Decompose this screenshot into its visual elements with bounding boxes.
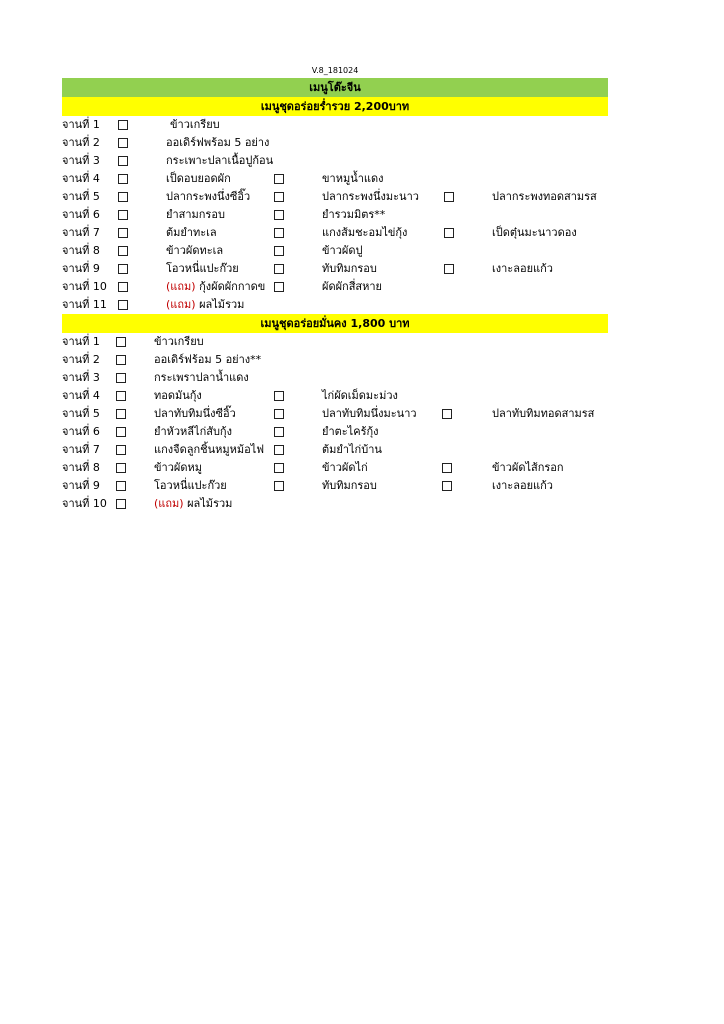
dish-text: ข้าวผัดปู [322,244,363,257]
dish-name [166,188,250,206]
option-checkbox[interactable] [274,282,284,292]
option-checkbox[interactable] [118,174,128,184]
section-rows [62,333,608,513]
course-label: จานที่ 5 [62,190,100,203]
dish-text: โอวหนี่แปะก๊วย [154,479,227,492]
course-label: จานที่ 1 [62,335,100,348]
dish-text: ไก่ผัดเม็ดมะม่วง [322,389,398,402]
dish-name [492,405,594,423]
course-label: จานที่ 8 [62,244,100,257]
dish-name [322,170,384,188]
menu-row [62,296,608,314]
option-checkbox[interactable] [274,246,284,256]
dish-name [166,206,225,224]
dish-text: เงาะลอยแก้ว [492,479,553,492]
course-label: จานที่ 10 [62,280,107,293]
menu-row [62,477,608,495]
dish-text: ปลากระพงนึ่งซีอิ๊ว [166,190,251,203]
dish-name [154,495,232,513]
dish-name [322,441,382,459]
dish-text: กระเพราปลาน้ำแดง [154,371,249,384]
menu-row [62,351,608,369]
course-label: จานที่ 1 [62,118,100,131]
dish-text: ข้าวเกรียบ [154,335,204,348]
dish-name [322,224,407,242]
dish-name [492,260,553,278]
option-checkbox[interactable] [274,192,284,202]
course-label: จานที่ 6 [62,425,100,438]
dish-name [322,387,398,405]
dish-name [322,423,379,441]
free-tag: (แถม) [166,298,196,311]
option-checkbox[interactable] [274,445,284,455]
dish-name [170,116,220,134]
menu-sheet [62,64,608,513]
option-checkbox[interactable] [116,499,126,509]
dish-name [166,152,273,170]
menu-row [62,387,608,405]
menu-row [62,134,608,152]
dish-name [166,224,217,242]
dish-name [154,423,232,441]
option-checkbox[interactable] [442,463,452,473]
dish-text: ปลาทับทิมนึ่งมะนาว [322,407,417,420]
dish-text: กระเพาะปลาเนื้อปูก้อน [166,154,274,167]
option-checkbox[interactable] [118,192,128,202]
course-label: จานที่ 7 [62,443,100,456]
course-label: จานที่ 6 [62,208,100,221]
dish-name [154,441,264,459]
option-checkbox[interactable] [116,427,126,437]
dish-text: ทับทิมกรอบ [322,262,377,275]
dish-text: ขาหมูน้ำแดง [322,172,384,185]
dish-name [154,369,249,387]
option-checkbox[interactable] [118,120,128,130]
section-rows [62,116,608,314]
dish-text: ทอดมันกุ้ง [154,389,202,402]
course-label: จานที่ 9 [62,262,100,275]
section-title: เมนูชุดอร่อยมั่นคง 1,800 บาท [62,314,608,333]
dish-name [166,134,269,152]
menu-row [62,260,608,278]
menu-row [62,441,608,459]
menu-row [62,423,608,441]
dish-text: แกงส้มชะอมไข่กุ้ง [322,226,408,239]
dish-name [166,170,231,188]
option-checkbox[interactable] [116,409,126,419]
option-checkbox[interactable] [118,246,128,256]
dish-text: โอวหนี่แปะก๊วย [166,262,239,275]
option-checkbox[interactable] [118,138,128,148]
dish-text: ยำตะไคร้กุ้ง [322,425,379,438]
dish-text: ข้าวผัดทะเล [166,244,224,257]
option-checkbox[interactable] [118,210,128,220]
option-checkbox[interactable] [118,264,128,274]
option-checkbox[interactable] [442,409,452,419]
course-label: จานที่ 4 [62,172,100,185]
menu-row [62,188,608,206]
dish-text: ออเดิร์ฟพร้อม 5 อย่าง [166,136,270,149]
version-label: V.8_181024 [311,66,359,75]
option-checkbox[interactable] [116,481,126,491]
dish-name [154,351,261,369]
dish-name [166,242,223,260]
dish-name [166,278,265,296]
dish-text: ยำรวมมิตร** [322,208,386,221]
dish-name [322,260,377,278]
menu-row [62,333,608,351]
dish-text: ผลไม้รวม [199,298,245,311]
dish-name [166,260,239,278]
dish-name [492,459,564,477]
option-checkbox[interactable] [116,445,126,455]
dish-name [154,459,202,477]
option-checkbox[interactable] [274,174,284,184]
option-checkbox[interactable] [274,481,284,491]
dish-text: ยำสามกรอบ [166,208,225,221]
option-checkbox[interactable] [116,373,126,383]
dish-name [154,333,204,351]
menu-row [62,495,608,513]
dish-text: เป็ดตุ๋นมะนาวดอง [492,226,577,239]
course-label: จานที่ 9 [62,479,100,492]
menu-row [62,405,608,423]
section-title: เมนูชุดอร่อยร่ำรวย 2,200บาท [62,97,608,116]
dish-text: ปลาทับทิมทอดสามรส [492,407,595,420]
course-label: จานที่ 5 [62,407,100,420]
dish-name [322,206,385,224]
menu-row [62,369,608,387]
option-checkbox[interactable] [116,463,126,473]
course-label: จานที่ 2 [62,353,100,366]
free-tag: (แถม) [154,497,184,510]
free-tag: (แถม) [166,280,196,293]
menu-row [62,170,608,188]
dish-name [322,188,419,206]
dish-text: ต้มยำทะเล [166,226,217,239]
dish-name [492,224,577,242]
dish-text: กุ้งผัดผักกาดข [199,280,266,293]
menu-row [62,459,608,477]
course-label: จานที่ 10 [62,497,107,510]
menu-row [62,242,608,260]
dish-text: ปลากระพงทอดสามรส [492,190,597,203]
dish-text: ข้าวผัดไก่ [322,461,368,474]
option-checkbox[interactable] [274,228,284,238]
option-checkbox[interactable] [444,264,454,274]
dish-text: ต้มยำไก่บ้าน [322,443,382,456]
dish-name [166,296,244,314]
dish-text: ข้าวเกรียบ [170,118,220,131]
course-label: จานที่ 8 [62,461,100,474]
dish-text: ทับทิมกรอบ [322,479,377,492]
menu-row [62,206,608,224]
dish-text: ข้าวผัดไส้กรอก [492,461,564,474]
dish-name [322,477,377,495]
menu-row [62,116,608,134]
dish-name [492,188,597,206]
dish-name [322,242,362,260]
dish-text: แกงจืดลูกชิ้นหมูหม้อไฟ [154,443,265,456]
menu-header: เมนูโต๊ะจีน [62,78,608,97]
dish-text: ปลากระพงนึ่งมะนาว [322,190,419,203]
dish-text: ออเดิร์ฟร้อม 5 อย่าง** [154,353,262,366]
course-label: จานที่ 7 [62,226,100,239]
option-checkbox[interactable] [274,391,284,401]
course-label: จานที่ 11 [62,298,107,311]
course-label: จานที่ 2 [62,136,100,149]
option-checkbox[interactable] [116,391,126,401]
option-checkbox[interactable] [442,481,452,491]
menu-section-2200 [62,97,608,314]
menu-row [62,278,608,296]
menu-row [62,152,608,170]
option-checkbox[interactable] [274,427,284,437]
option-checkbox[interactable] [444,228,454,238]
course-label: จานที่ 3 [62,154,100,167]
option-checkbox[interactable] [274,409,284,419]
dish-text: ข้าวผัดหมู [154,461,202,474]
dish-text: ผัดผักสี่สหาย [322,280,382,293]
dish-text: เป็ดอบยอดผัก [166,172,231,185]
dish-name [154,477,227,495]
dish-name [154,387,202,405]
dish-text: ยำหัวหลีไก่สับกุ้ง [154,425,232,438]
dish-text: เงาะลอยแก้ว [492,262,553,275]
option-checkbox[interactable] [444,192,454,202]
option-checkbox[interactable] [118,282,128,292]
menu-row [62,224,608,242]
dish-text: ปลาทับทิมนึ่งซีอิ๊ว [154,407,236,420]
option-checkbox[interactable] [118,156,128,166]
menu-section-1800 [62,314,608,513]
option-checkbox[interactable] [118,228,128,238]
option-checkbox[interactable] [274,264,284,274]
dish-name [154,405,236,423]
option-checkbox[interactable] [274,210,284,220]
option-checkbox[interactable] [274,463,284,473]
course-label: จานที่ 3 [62,371,100,384]
option-checkbox[interactable] [116,355,126,365]
dish-name [492,477,553,495]
course-label: จานที่ 4 [62,389,100,402]
dish-name [322,278,382,296]
dish-name [322,459,368,477]
option-checkbox[interactable] [118,300,128,310]
dish-name [322,405,417,423]
dish-text: ผลไม้รวม [187,497,233,510]
option-checkbox[interactable] [116,337,126,347]
